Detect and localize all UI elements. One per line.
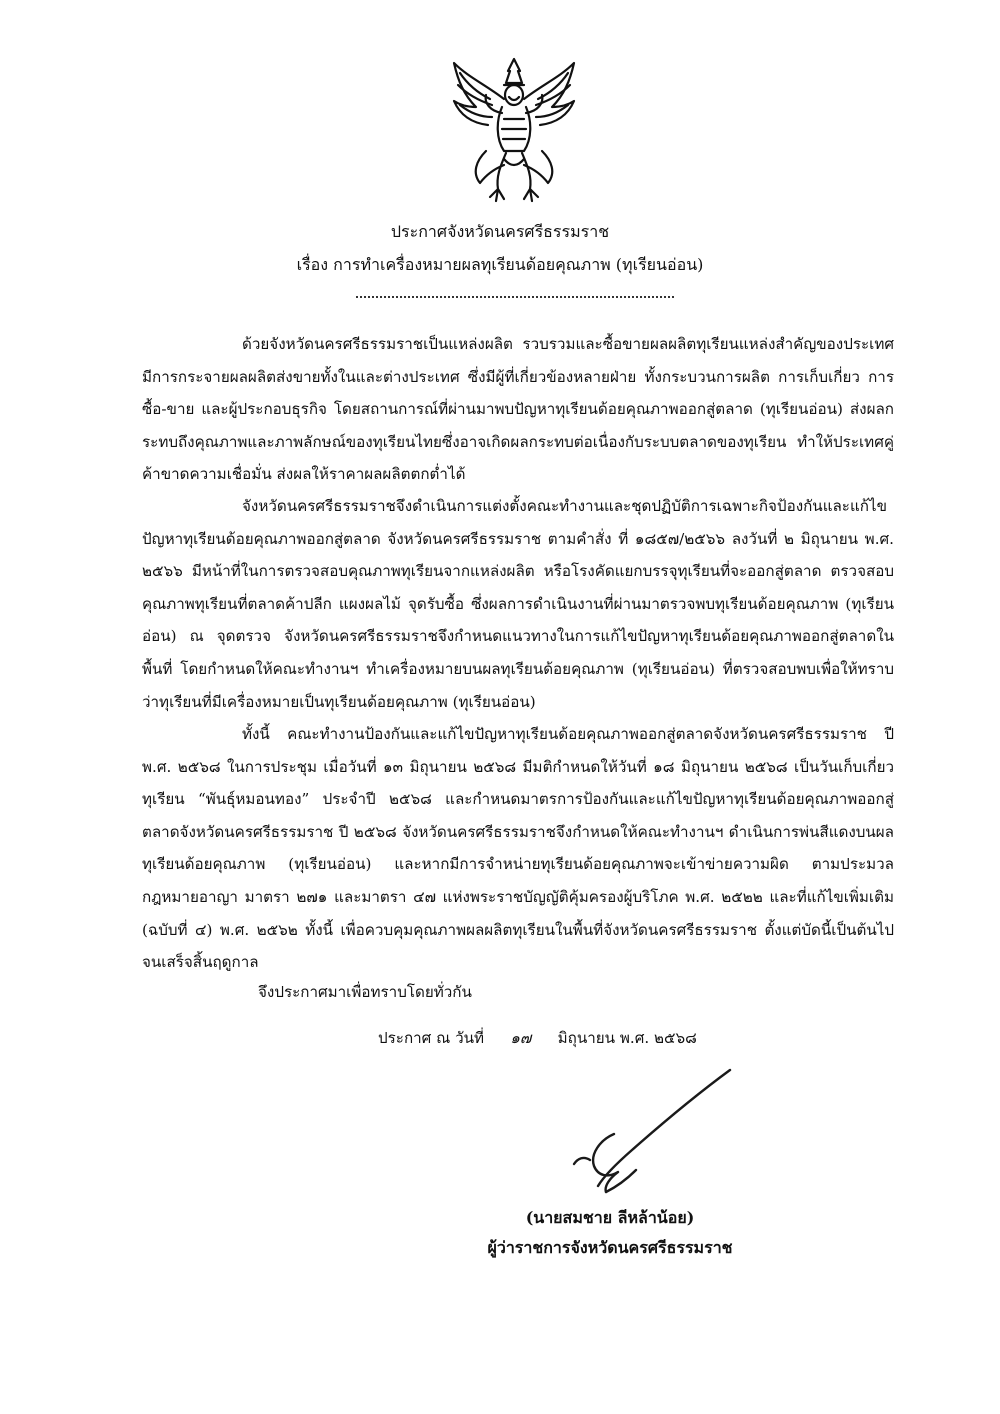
- dotted-divider: [356, 296, 674, 298]
- closing-statement: จึงประกาศมาเพื่อทราบโดยทั่วกัน: [258, 983, 472, 1001]
- body-paragraph-1: ด้วยจังหวัดนครศรีธรรมราชเป็นแหล่งผลิต รวบรวมและซื้อขายผลผลิตทุเรียนแหล่งสำคัญของประเทศ มีการกระจายผลผลิตส่งขายทั้งในและต่างประเทศ ซึ่งมีผู้ที่เกี่ยวข้องหลายฝ่าย ทั้งกระบวนการผลิต การเก็บเกี่ยว การซื้อ-ขาย และผู้ประกอบธุรกิจ โดยสถานการณ์ที่ผ่านมาพบปัญหาทุเรียนด้อยคุณภาพออกสู่ตลาด (ทุเรียนอ่อน) ส่งผลกระทบถึงคุณภาพและภาพลักษณ์ของทุเรียนไทยซึ่งอาจเกิดผลกระทบต่อเนื่องกับระบบตลาดของทุเรียน ทำให้ประเทศคู่ค้าขาดความเชื่อมั่น ส่งผลให้ราคาผลผลิตตกต่ำได้: [142, 335, 894, 484]
- announcement-subject: เรื่อง การทำเครื่องหมายผลทุเรียนด้อยคุณภาพ (ทุเรียนอ่อน): [296, 255, 704, 274]
- signer-name: (นายสมชาย ลีหล้าน้อย): [525, 1208, 695, 1227]
- garuda-emblem-icon: [446, 55, 582, 205]
- date-prefix: ประกาศ ณ วันที่: [378, 1029, 484, 1047]
- announcement-title: ประกาศจังหวัดนครศรีธรรมราช: [390, 222, 610, 241]
- signer-title: ผู้ว่าราชการจังหวัดนครศรีธรรมราช: [487, 1238, 733, 1257]
- date-day: ๑๗: [510, 1029, 532, 1047]
- body-paragraph-3: ทั้งนี้ คณะทำงานป้องกันและแก้ไขปัญหาทุเรียนด้อยคุณภาพออกสู่ตลาดจังหวัดนครศรีธรรมราช ปี พ.ศ. ๒๕๖๘ ในการประชุม เมื่อวันที่ ๑๓ มิถุนายน ๒๕๖๘ มีมติกำหนดให้วันที่ ๑๘ มิถุนายน ๒๕๖๘ เป็นวันเก็บเกี่ยวทุเรียน “พันธุ์หมอนทอง” ประจำปี ๒๕๖๘ และกำหนดมาตรการป้องกันและแก้ไขปัญหาทุเรียนด้อยคุณภาพออกสู่ตลาดจังหวัดนครศรีธรรมราช ปี ๒๕๖๘ จังหวัดนครศรีธรรมราชจึงกำหนดให้คณะทำงานฯ ดำเนินการพ่นสีแดงบนผลทุเรียนด้อยคุณภาพ (ทุเรียนอ่อน) และหากมีการจำหน่ายทุเรียนด้อยคุณภาพจะเข้าข่ายความผิด ตามประมวลกฎหมายอาญา มาตรา ๒๗๑ และมาตรา ๔๗ แห่งพระราชบัญญัติคุ้มครองผู้บริโภค พ.ศ. ๒๕๒๒ และที่แก้ไขเพิ่มเติม (ฉบับที่ ๔) พ.ศ. ๒๕๖๒ ทั้งนี้ เพื่อควบคุมคุณภาพผลผลิตทุเรียนในพื้นที่จังหวัดนครศรีธรรมราช ตั้งแต่บัดนี้เป็นต้นไปจนเสร็จสิ้นฤดูกาล: [142, 725, 894, 972]
- date-month-year: มิถุนายน พ.ศ. ๒๕๖๘: [557, 1029, 697, 1047]
- handwritten-signature-icon: [570, 1068, 740, 1198]
- body-paragraph-2: จังหวัดนครศรีธรรมราชจึงดำเนินการแต่งตั้งคณะทำงานและชุดปฏิบัติการเฉพาะกิจป้องกันและแก้ไขปัญหาทุเรียนด้อยคุณภาพออกสู่ตลาด จังหวัดนครศรีธรรมราช ตามคำสั่ง ที่ ๑๘๕๗/๒๕๖๖ ลงวันที่ ๒ มิถุนายน พ.ศ. ๒๕๖๖ มีหน้าที่ในการตรวจสอบคุณภาพทุเรียนจากแหล่งผลิต หรือโรงคัดแยกบรรจุทุเรียนที่จะออกสู่ตลาด ตรวจสอบคุณภาพทุเรียนที่ตลาดค้าปลีก แผงผลไม้ จุดรับซื้อ ซึ่งผลการดำเนินงานที่ผ่านมาตรวจพบทุเรียนด้อยคุณภาพ (ทุเรียนอ่อน) ณ จุดตรวจ จังหวัดนครศรีธรรมราชจึงกำหนดแนวทางในการแก้ไขปัญหาทุเรียนด้อยคุณภาพออกสู่ตลาดในพื้นที่ โดยกำหนดให้คณะทำงานฯ ทำเครื่องหมายบนผลทุเรียนด้อยคุณภาพ (ทุเรียนอ่อน) ที่ตรวจสอบพบเพื่อให้ทราบว่าทุเรียนที่มีเครื่องหมายเป็นทุเรียนด้อยคุณภาพ (ทุเรียนอ่อน): [142, 497, 894, 711]
- announcement-date: [378, 1026, 697, 1050]
